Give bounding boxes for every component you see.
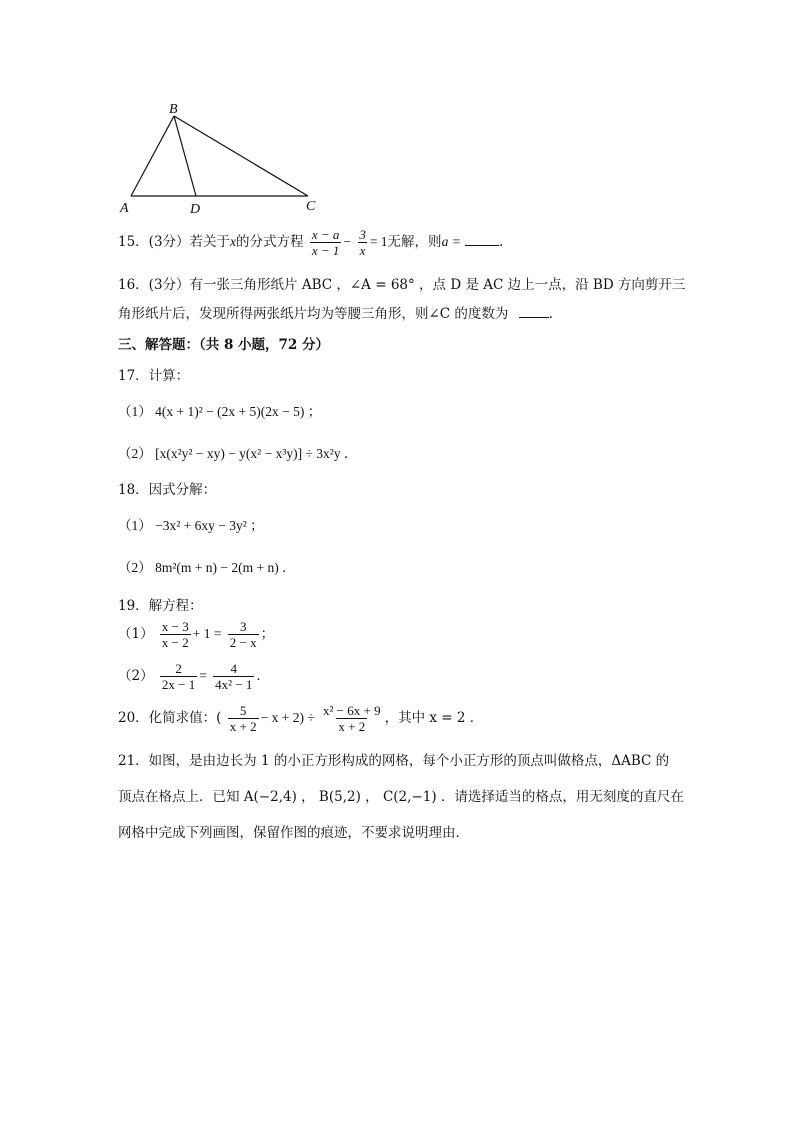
q19-p2-num1: 2 <box>175 661 182 676</box>
q19-p2-num2: 4 <box>230 661 238 676</box>
q15-prefix: 15．(3分）若关于 <box>118 234 231 250</box>
q16-line-2-text: 角形纸片后，发现所得两张纸片均为等腰三角形，则∠C 的度数为 <box>118 306 509 322</box>
q19-p1-num1: x − 3 <box>161 619 189 634</box>
q20-fraction-2 <box>321 703 383 734</box>
segment-ab <box>131 116 174 196</box>
question-17-part-2: （2） [x(x²y² − xy) − y(x² − x³y)] ÷ 3x²y ． <box>118 446 358 461</box>
q15-end: ． <box>499 234 513 250</box>
q19-p1-end: ； <box>260 626 275 642</box>
label-b: B <box>169 102 178 117</box>
q15-minus: − <box>343 234 352 249</box>
q19-p2-fraction-1 <box>160 661 197 692</box>
q20-num1: 5 <box>239 703 247 718</box>
question-16-line-2 <box>118 302 562 322</box>
q19-p2-fraction-2 <box>213 661 254 692</box>
q20-fraction-1 <box>228 703 259 734</box>
question-18-part-1: （1） −3x² + 6xy − 3y² ； <box>118 518 264 533</box>
label-d: D <box>190 202 201 217</box>
section-3-title: 三、解答题：（共 8 小题，72 分） <box>118 337 330 353</box>
q20-prefix: 20．化简求值：( <box>118 710 222 726</box>
question-21-line-3: 网格中完成下列画图，保留作图的痕迹，不要求说明理由． <box>118 825 469 841</box>
question-15 <box>118 227 513 258</box>
segment-bc <box>174 116 308 196</box>
q20-den1: x + 2 <box>229 719 257 734</box>
label-c: C <box>306 199 316 214</box>
question-19-title: 19．解方程： <box>118 598 203 614</box>
question-18-part-2: （2） 8m²(m + n) − 2(m + n) ． <box>118 560 296 575</box>
q19-p2-label: （2） <box>118 668 154 684</box>
q20-den2: x + 2 <box>338 719 366 734</box>
q15-fraction-2 <box>357 227 368 258</box>
q19-p1-den1: x − 2 <box>161 635 189 650</box>
q15-num1: x − a <box>311 227 340 242</box>
q19-p1-fraction-2 <box>228 619 259 650</box>
q15-a-eq: a = <box>441 234 461 249</box>
q19-p2-den2: 4x² − 1 <box>215 677 253 692</box>
q19-p1-label: （1） <box>118 626 154 642</box>
q19-p2-den1: 2x − 1 <box>161 677 196 692</box>
q15-answer-blank[interactable] <box>465 233 499 246</box>
q16-answer-blank[interactable] <box>519 305 549 318</box>
q20-num2: x² − 6x + 9 <box>323 703 381 718</box>
q15-fraction-1 <box>310 227 342 258</box>
q19-p2-mid: = <box>199 668 207 683</box>
q19-p2-end: ． <box>256 668 270 684</box>
q20-end: ，其中 x = 2 ． <box>384 710 484 726</box>
label-a: A <box>120 201 129 216</box>
q20-mid: − x + 2) ÷ <box>260 710 315 725</box>
q19-p1-mid: + 1 = <box>192 626 222 641</box>
q19-p1-fraction-1 <box>160 619 191 650</box>
question-16-line-1: 16．(3分）有一张三角形纸片 ABC ，∠A = 68° ，点 D 是 AC 边上一点，沿 BD 方向剪开三 <box>118 277 686 293</box>
q15-eq: = 1无解，则 <box>369 234 442 249</box>
triangle-figure <box>110 98 330 220</box>
question-17-title: 17．计算： <box>118 368 190 384</box>
q15-num2: 3 <box>359 227 366 242</box>
question-19-part-1 <box>118 619 274 650</box>
q16-end: ． <box>548 306 563 322</box>
question-21-line-1: 21．如图，是由边长为 1 的小正方形构成的网格，每个小正方形的顶点叫做格点，ΔABC 的 <box>118 753 670 769</box>
q15-var: x <box>230 234 237 249</box>
question-19-part-2 <box>118 661 270 692</box>
question-18-title: 18．因式分解： <box>118 482 217 498</box>
question-20 <box>118 703 483 734</box>
question-17-part-1: （1） 4(x + 1)² − (2x + 5)(2x − 5) ； <box>118 404 322 419</box>
q15-den2: x <box>359 243 366 258</box>
q15-mid: 的分式方程 <box>236 234 304 250</box>
q19-p1-num2: 3 <box>239 619 247 634</box>
q19-p1-den2: 2 − x <box>229 635 257 650</box>
segment-bd <box>174 116 196 196</box>
q15-den1: x − 1 <box>311 243 340 258</box>
question-21-line-2: 顶点在格点上．已知 A(−2,4) ， B(5,2) ， C(2,−1) ．请选择适当的格点，用无刻度的直尺在 <box>118 789 684 805</box>
